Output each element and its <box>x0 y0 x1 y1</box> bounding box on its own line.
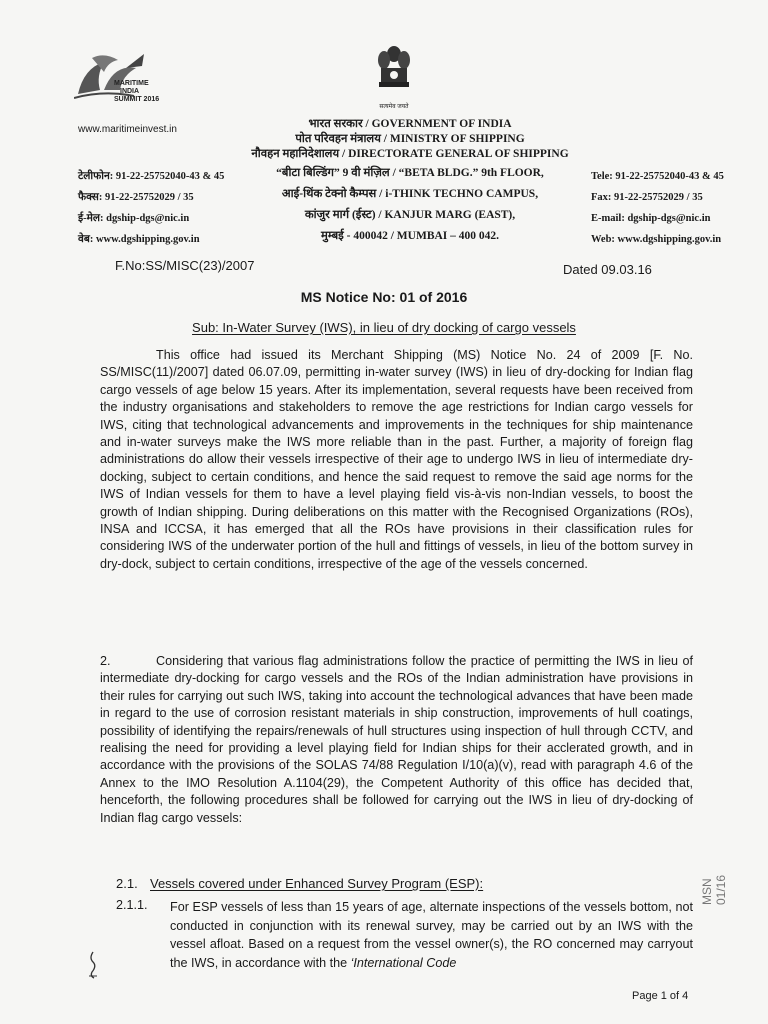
contact-right-web: Web: www.dgshipping.gov.in <box>591 234 722 245</box>
file-number: F.No:SS/MISC(23)/2007 <box>115 258 255 273</box>
section-2-1-1-number: 2.1.1. <box>116 898 148 912</box>
logo-line-2: INDIA <box>120 88 140 95</box>
page-number: Page 1 of 4 <box>632 990 689 1002</box>
subject-text: Sub: In-Water Survey (IWS), in lieu of dry docking of cargo vessels <box>192 320 576 335</box>
subject-line <box>0 320 768 335</box>
section-2-1-number: 2.1. <box>116 876 138 891</box>
header-block <box>250 117 570 244</box>
header-kanjur: कांजुर मार्ग (ईस्ट) / KANJUR MARG (EAST), <box>304 209 516 221</box>
header-building: “बीटा बिल्डिंग” 9 वी मंज़िल / “BETA BLDG.” 9th FLOOR, <box>276 167 544 179</box>
header-directorate: नौवहन महानिदेशालय / DIRECTORATE GENERAL OF SHIPPING <box>251 148 569 160</box>
emblem-motto: सत्यमेव जयते <box>379 104 409 110</box>
contact-left-tel: टेलीफोन: 91-22-25752040-43 & 45 <box>78 171 225 182</box>
section-2-1-1-italic: ‘International Code <box>350 955 457 970</box>
side-stamp: MSN 01/16 <box>700 874 728 905</box>
logo-website: www.maritimeinvest.in <box>78 124 177 135</box>
section-2-1 <box>116 876 483 891</box>
section-2-1-1-body: For ESP vessels of less than 15 years of age, alternate inspections of the vessels bottom, not conducted in conjunction with its renewal survey, may be carried out by an IWS with the vessel afloat. Based on a request from the vessel owner(s), the RO concerned may carryout the IWS, in accordance with the <box>170 900 693 970</box>
initials-mark <box>86 950 100 985</box>
paragraph-2 <box>100 653 693 827</box>
paragraph-2-text: Considering that various flag administrations follow the practice of permitting the IWS in lieu of intermediate dry-docking for cargo vessels and the ROs of the Indian administration have provisions in their rules for carrying out such IWS, taking into account the technological advances that have been made in regard to the use of corrosion resistant materials in ship construction, improvements of hull coatings, possibility of identifying the repairs/renewals of hull structures using inspection of hull through CCTV, and realising the need for providing a level playing field for Indian ships for their acclerated growth, and in accordance with the provisions of the SOLAS 74/88 Regulation I/10(a)(v), read with paragraph 4.6 of the Annex to the IMO Resolution A.1104(29), the Competent Authority of this office has decided that, henceforth, the following procedures shall be followed for carrying out the IWS in lieu of dry-docking of Indian flag cargo vessels: <box>100 654 693 825</box>
contact-right <box>591 166 724 250</box>
contact-right-tel: Tele: 91-22-25752040-43 & 45 <box>591 171 724 182</box>
contact-left-email: ई-मेल: dgship-dgs@nic.in <box>78 213 190 224</box>
contact-right-email: E-mail: dgship-dgs@nic.in <box>591 213 711 224</box>
paragraph-2-number: 2. <box>100 654 111 668</box>
national-emblem-icon <box>376 44 412 108</box>
maritime-india-summit-logo <box>74 50 164 112</box>
contact-left-fax: फैक्स: 91-22-25752029 / 35 <box>78 192 194 203</box>
header-campus: आई-थिंक टेक्नो कैम्पस / i-THINK TECHNO CAMPUS, <box>281 188 539 200</box>
contact-right-fax: Fax: 91-22-25752029 / 35 <box>591 192 703 203</box>
header-mumbai: मुम्बई - 400042 / MUMBAI – 400 042. <box>320 230 500 242</box>
contact-left <box>78 166 224 250</box>
paragraph-1: This office had issued its Merchant Shipping (MS) Notice No. 24 of 2009 [F. No. SS/MISC(11)/2007] dated 06.07.09, permitting in-water survey (IWS) in lieu of dry-docking for Indian flag cargo vessels of age below 15 years. After its implementation, several requests have been received from the industry organisations and stakeholders to remove the age restrictions for Indian cargo vessels for IWS, citing that technological advancements and improvements in the techniques for ship maintenance and in-water surveys make the IWS more reliable than in the past. Further, a majority of foreign flag administrations do allow their vessels irrespective of their age to undergo IWS in lieu of intermediate dry-docking, subject to certain conditions, and hence the said request to remove the said age norms for the IWS of Indian vessels for them to have a level playing field vis-à-vis non-Indian vessels, to boost the growth of Indian shipping. During deliberations on this matter with the Recognised Organizations (ROs), INSA and ICCSA, it has emerged that all the ROs have provisions in their classification rules for considering IWS of the underwater portion of the hull and fittings of vessels, in lieu of the bottom survey in dry-dock, subject to certain conditions, irrespective of the age of the vessels concerned. <box>100 348 693 571</box>
notice-title: MS Notice No: 01 of 2016 <box>300 289 468 305</box>
logo-line-1: MARITIME <box>114 80 149 87</box>
header-government: भारत सरकार / GOVERNMENT OF INDIA <box>308 118 512 130</box>
section-2-1-1-text <box>170 898 693 972</box>
header-ministry: पोत परिवहन मंत्रालय / MINISTRY OF SHIPPING <box>295 133 525 145</box>
dated: Dated 09.03.16 <box>563 262 652 277</box>
logo-line-3: SUMMIT 2016 <box>114 96 160 103</box>
section-2-1-title: Vessels covered under Enhanced Survey Program (ESP): <box>150 876 484 891</box>
contact-left-web: वेब: www.dgshipping.gov.in <box>78 234 200 245</box>
